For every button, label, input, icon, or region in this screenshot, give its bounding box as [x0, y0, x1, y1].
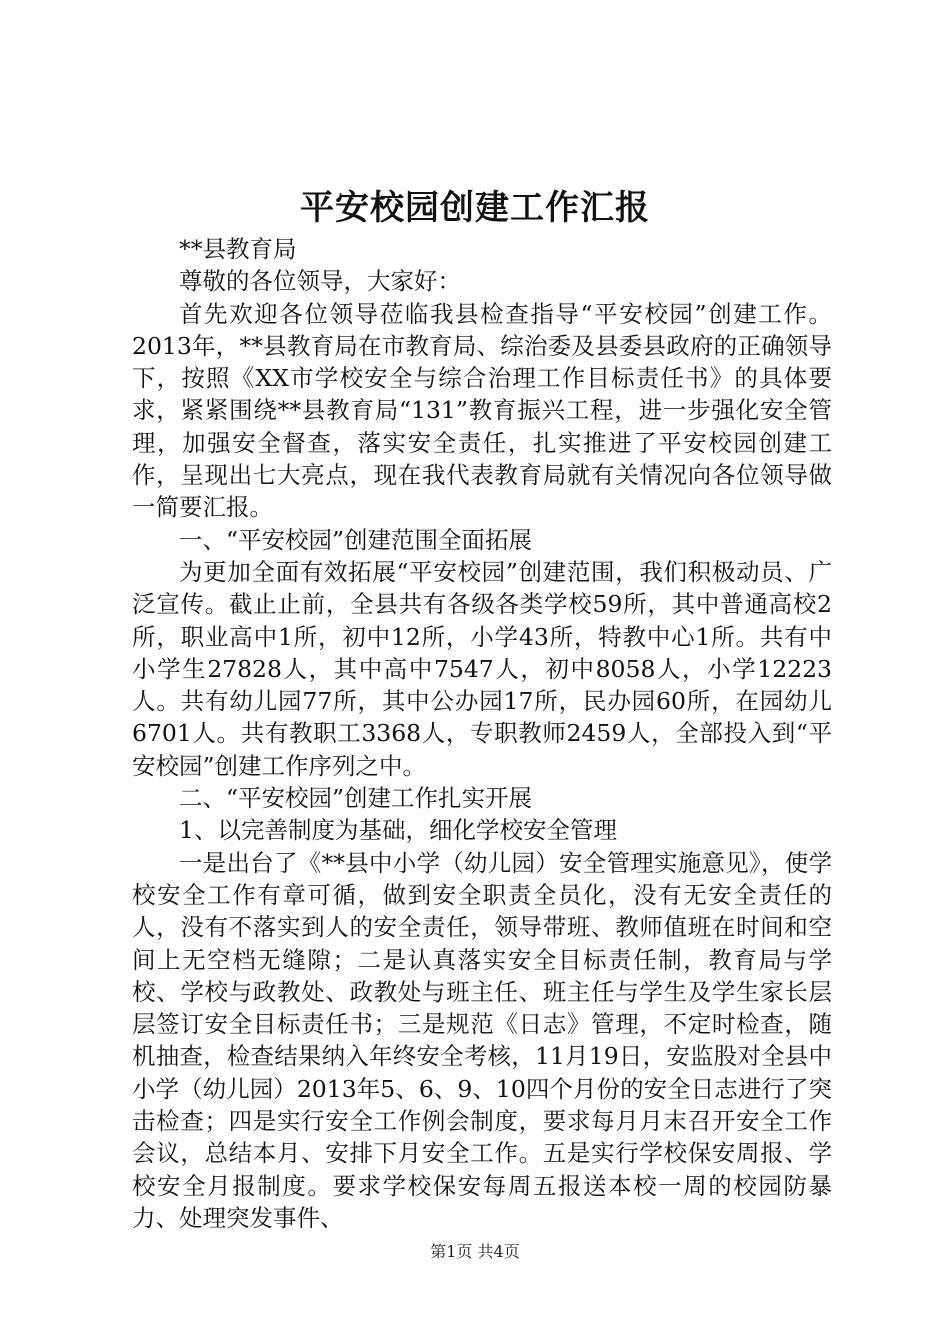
section-heading-1: 一、“平安校园”创建范围全面拓展: [179, 525, 533, 554]
paragraph-intro: 首先欢迎各位领导莅临我县检查指导“平安校园”创建工作。2013年，**县教育局在市教育局、综治委及县委县政府的正确领导下，按照《XX市学校安全与综合治理工作目标责任书》的具体要求，紧紧围绕**县教育局“131”教育振兴工程，进一步强化安全管理，加强安全督查，落实安全责任，扎实推进了平安校园创建工作，呈现出七大亮点，现在我代表教育局就有关情况向各位领导做一简要汇报。: [132, 299, 832, 522]
document-body: [132, 233, 832, 1234]
paragraph-measures: 一是出台了《**县中小学（幼儿园）安全管理实施意见》，使学校安全工作有章可循，做到安全职责全员化，没有无安全责任的人，没有不落实到人的安全责任，领导带班、教师值班在时间和空间上无空档无缝隙；二是认真落实安全目标责任制，教育局与学校、学校与政教处、政教处与班主任、班主任与学生及学生家长层层签订安全目标责任书；三是规范《日志》管理，不定时检查，随机抽查，检查结果纳入年终安全考核，11月19日，安监股对全县中小学（幼儿园）2013年5、6、9、10四个月份的安全日志进行了突击检查；四是实行安全工作例会制度，要求每月月末召开安全工作会议，总结本月、安排下月安全工作。五是实行学校保安周报、学校安全月报制度。要求学校保安每周五报送本校一周的校园防暴力、处理突发事件、: [132, 848, 832, 1232]
subsection-heading-1: 1、以完善制度为基础，细化学校安全管理: [179, 816, 617, 845]
section-heading-2: 二、“平安校园”创建工作扎实开展: [179, 784, 533, 813]
paragraph-greeting: 尊敬的各位领导，大家好：: [179, 267, 461, 296]
page-footer: 第1页 共4页: [430, 1242, 520, 1261]
paragraph-org: **县教育局: [179, 235, 297, 263]
document-title: 平安校园创建工作汇报: [300, 188, 650, 228]
paragraph-scope: 为更加全面有效拓展“平安校园”创建范围，我们积极动员、广泛宣传。截止止前，全县共有各级各类学校59所，其中普通高校2所，职业高中1所，初中12所，小学43所，特教中心1所。共有中小学生27828人，其中高中7547人，初中8058人，小学12223人。共有幼儿园77所，其中公办园17所，民办园60所，在园幼儿6701人。共有教职工3368人，专职教师2459人，全部投入到“平安校园”创建工作序列之中。: [132, 557, 832, 780]
